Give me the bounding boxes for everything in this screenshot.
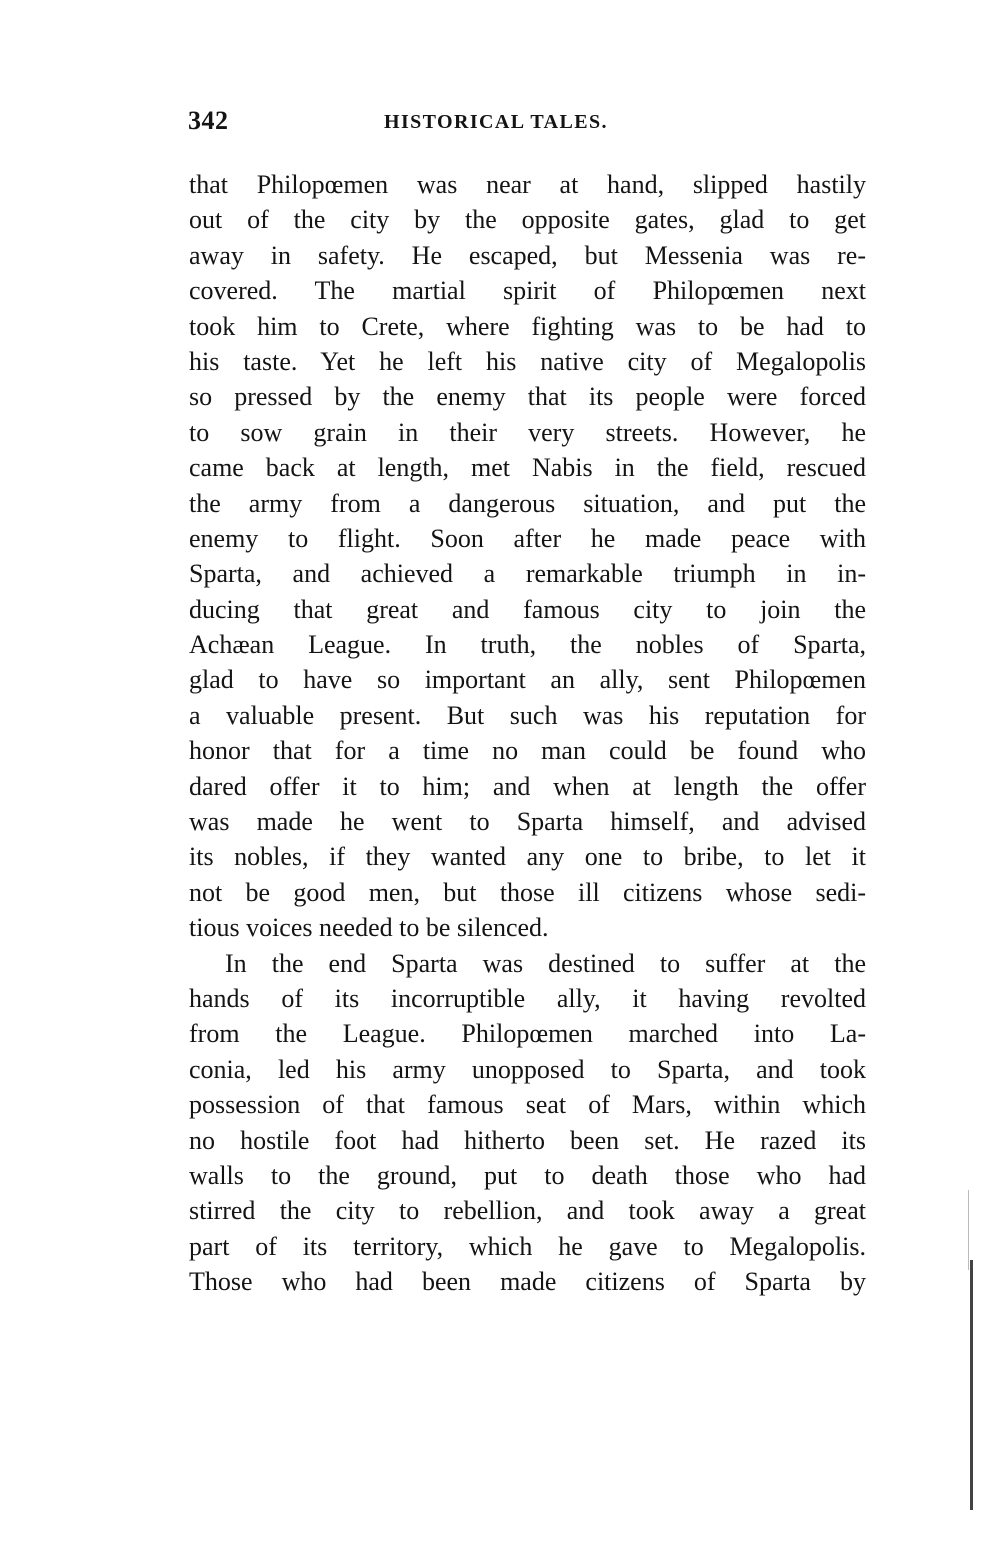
text-line: was made he went to Sparta himself, and advised: [189, 807, 866, 837]
running-head: [188, 106, 668, 142]
text-line: glad to have so important an ally, sent Philopœmen: [189, 665, 866, 695]
text-line: ducing that great and famous city to join the: [189, 594, 866, 624]
text-line: to sow grain in their very streets. However, he: [189, 417, 866, 447]
text-line: covered. The martial spirit of Philopœmen next: [189, 276, 866, 306]
text-line: dared offer it to him; and when at length the offer: [189, 771, 866, 801]
text-line: walls to the ground, put to death those who had: [189, 1160, 866, 1190]
text-line: part of its territory, which he gave to Megalopolis.: [189, 1231, 866, 1261]
scan-edge-mark: [968, 1190, 969, 1270]
page-number: 342: [188, 106, 229, 135]
text-line: its nobles, if they wanted any one to bribe, to let it: [189, 842, 866, 872]
body-text: [189, 167, 866, 1300]
text-line: took him to Crete, where fighting was to be had to: [189, 311, 866, 341]
text-line: Those who had been made citizens of Sparta by: [189, 1267, 866, 1297]
text-line: no hostile foot had hitherto been set. He razed its: [189, 1125, 866, 1155]
text-line: enemy to flight. Soon after he made peace with: [189, 523, 866, 553]
text-line: came back at length, met Nabis in the field, rescued: [189, 453, 866, 483]
text-line: possession of that famous seat of Mars, within which: [189, 1090, 866, 1120]
text-line: a valuable present. But such was his reputation for: [189, 700, 866, 730]
text-line: so pressed by the enemy that its people were forced: [189, 382, 866, 412]
scan-edge-mark: [970, 1260, 973, 1510]
text-line: stirred the city to rebellion, and took away a great: [189, 1196, 866, 1226]
running-title: HISTORICAL TALES.: [384, 111, 608, 133]
text-line: tious voices needed to be silenced.: [189, 913, 549, 943]
text-line: conia, led his army unopposed to Sparta, and took: [189, 1054, 866, 1084]
text-line: from the League. Philopœmen marched into La-: [189, 1019, 866, 1049]
text-line: Sparta, and achieved a remarkable triumph in in-: [189, 559, 866, 589]
text-line: out of the city by the opposite gates, glad to get: [189, 205, 866, 235]
text-line: hands of its incorruptible ally, it having revolted: [189, 983, 866, 1013]
text-line: not be good men, but those ill citizens whose sedi-: [189, 877, 866, 907]
text-line: In the end Sparta was destined to suffer at the: [225, 948, 866, 978]
text-line: Achæan League. In truth, the nobles of Sparta,: [189, 630, 866, 660]
text-line: his taste. Yet he left his native city of Megalopolis: [189, 346, 866, 376]
text-line: away in safety. He escaped, but Messenia was re-: [189, 240, 866, 270]
text-line: the army from a dangerous situation, and put the: [189, 488, 866, 518]
text-line: honor that for a time no man could be found who: [189, 736, 866, 766]
text-line: that Philopœmen was near at hand, slipped hastily: [189, 170, 866, 199]
